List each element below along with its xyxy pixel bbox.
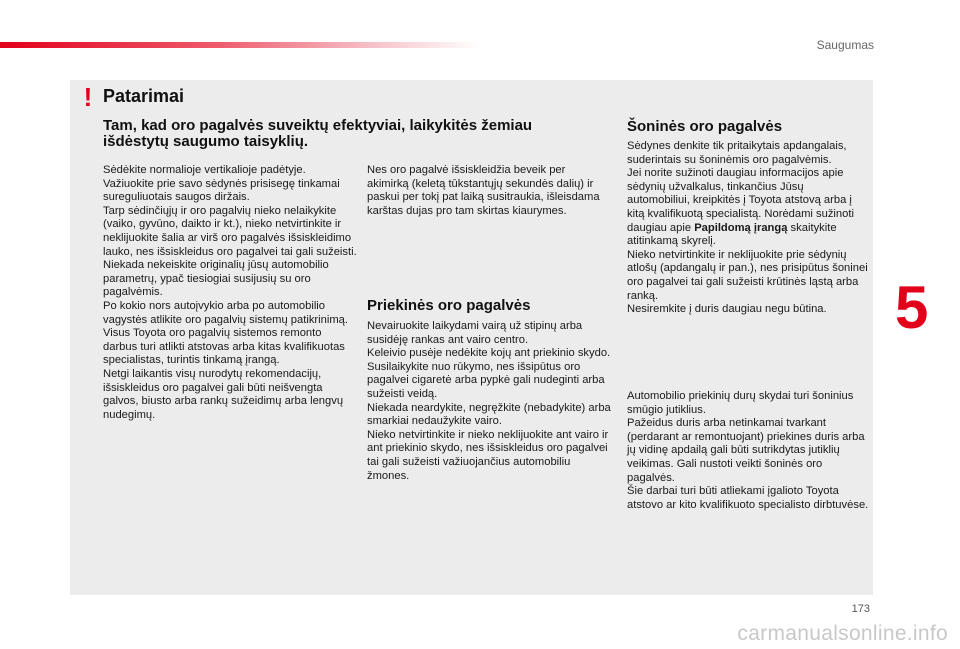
watermark: carmanualsonline.info — [737, 622, 948, 645]
side-airbags-heading: Šoninės oro pagalvės — [627, 118, 783, 135]
page-number: 173 — [851, 603, 870, 615]
bold-reference: Papildomą įrangą — [694, 221, 788, 234]
paragraph: Nes oro pagalvė išsiskleidžia beveik per akimirką (keletą tūkstantųjų sekundės dalių) ir paskui per tokį pat laiką susitraukia, išleisdama karštas dujas pro tam skirtas kiaurymes. — [367, 164, 600, 217]
paragraph: Nieko netvirtinkite ir nieko neklijuokite ant vairo ir ant priekinio skydo, nes išsiskleidus oro pagalvei tai gali sužeisti važiuojančius automobiliu žmones. — [367, 428, 609, 482]
panel-title: Patarimai — [103, 86, 185, 106]
paragraph: Jei norite sužinoti daugiau informacijos apie sėdynių užvalkalus, tinkančius Jūsų automobiliui, kreipkitės į Toyota atstovą arba į kitą kvalifikuotą specialistą. Norėdami sužinoti daugiau apie Papildomą įrangą skaitykite atitinkamą skyrelį. — [627, 167, 854, 248]
paragraph: Nieko netvirtinkite ir neklijuokite prie sėdynių atlošų (apdangalų ir pan.), nes prisipūtus šoninei oro pagalvei tai gali sužeisti krūtinės ląstą arba ranką. — [627, 248, 868, 302]
paragraph: Visus Toyota oro pagalvių sistemos remonto darbus turi atlikti atstovas arba kitas kvalifikuotas specialistas, turintis tinkamą įrangą. — [103, 327, 345, 367]
paragraph: Niekada nekeiskite originalių jūsų automobilio parametrų, ypač tiesiogiai susijusių su oro pagalvėmis. — [103, 259, 329, 299]
column-front-airbags — [367, 320, 615, 483]
section-name: Saugumas — [816, 38, 874, 52]
front-airbags-heading: Priekinės oro pagalvės — [367, 297, 531, 314]
paragraph: Niekada neardykite, negręžkite (nebadykite) arba smarkiai nedaužykite vairo. — [367, 401, 611, 428]
column-general — [103, 164, 358, 422]
paragraph: Susilaikykite nuo rūkymo, nes išsipūtus oro pagalvei cigaretė arba pypkė gali nudeginti arba sužeisti veidą. — [367, 360, 605, 400]
paragraph: Automobilio priekinių durų skydai turi šoninius smūgio jutiklius. — [627, 390, 854, 416]
paragraph: Keleivio pusėje nedėkite kojų ant priekinio skydo. — [367, 347, 611, 360]
header-accent-bar — [0, 42, 480, 48]
paragraph: Sėdynes denkite tik pritaikytais apdangalais, suderintais su šoninėmis oro pagalvėmis. — [627, 140, 847, 166]
paragraph: Tarp sėdinčiųjų ir oro pagalvių nieko nelaikykite (vaiko, gyvūno, daikto ir kt.), nieko netvirtinkite ir neklijuokite šalia ar virš oro pagalvės išsiskleidimo lauko, nes išsiskleidus oro pagalvei tai gali sužeisti. — [103, 204, 357, 258]
paragraph: Šie darbai turi būti atliekami įgalioto Toyota atstovo ar kito kvalifikuoto specialisto dirbtuvėse. — [627, 485, 869, 511]
column-side-sensors — [627, 390, 869, 512]
paragraph: Po kokio nors autoįvykio arba po automobilio vagystės atlikite oro pagalvių sistemų patikrinimą. — [103, 299, 348, 326]
paragraph: Sėdėkite normalioje vertikalioje padėtyje. — [103, 164, 306, 176]
column-side-airbags — [627, 140, 869, 317]
paragraph: Nevairuokite laikydami vairą už stipinų arba susidėję rankas ant vairo centro. — [367, 320, 583, 346]
main-heading: Tam, kad oro pagalvės suveiktų efektyviai, laikykitės žemiau išdėstytų saugumo taisyklių. — [103, 117, 533, 150]
column-intro — [367, 164, 609, 218]
chapter-number: 5 — [895, 274, 929, 341]
paragraph: Pažeidus duris arba netinkamai tvarkant (perdarant ar remontuojant) priekines duris arba jų vidinę apdailą gali būti sutrikdytas jutiklių veikimas. Gali nustoti veikti šoninės oro pagalvės. — [627, 417, 865, 484]
paragraph: Netgi laikantis visų nurodytų rekomendacijų, išsiskleidus oro pagalvei gali būti neišvengta galvos, biusto arba rankų sužeidimų arba lengvų nudegimų. — [103, 367, 344, 421]
paragraph: Važiuokite prie savo sėdynės prisisegę tinkamai sureguliuotais saugos diržais. — [103, 177, 340, 204]
paragraph: Nesiremkite į duris daugiau negu būtina. — [627, 303, 827, 316]
warning-icon: ! — [83, 82, 93, 112]
